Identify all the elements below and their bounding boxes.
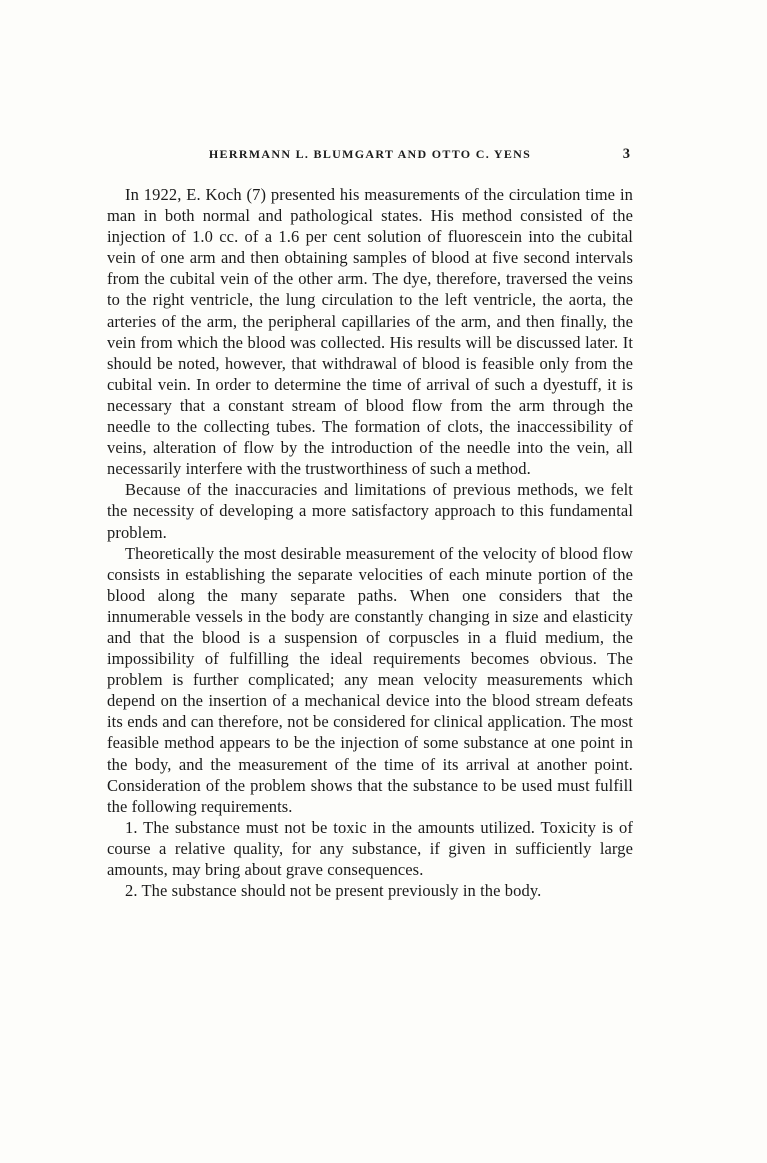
body-text	[107, 184, 633, 901]
running-title: HERRMANN L. BLUMGART AND OTTO C. YENS	[208, 147, 532, 161]
page-header	[108, 147, 632, 165]
page-number: 3	[622, 146, 630, 162]
paragraph-intro-koch: In 1922, E. Koch (7) presented his measurements of the circulation time in man in both normal and pathological states. His method consisted of the injection of 1.0 cc. of a 1.6 per cent solution of fluorescein into the cubital vein of one arm and then obtaining samples of blood at five second intervals from the cubital vein of the other arm. The dye, therefore, traversed the veins to the right ventricle, the lung circulation to the left ventricle, the aorta, the arteries of the arm, the peripheral capillaries of the arm, and then finally, the vein from which the blood was collected. His results will be discussed later. It should be noted, however, that withdrawal of blood is feasible only from the cubital vein. In order to determine the time of arrival of such a dyestuff, it is necessary that a constant stream of blood flow from the arm through the needle to the collecting tubes. The formation of clots, the inaccessibility of veins, alteration of flow by the introduction of the needle into the vein, all necessarily interfere with the trustworthiness of such a method.	[107, 185, 633, 479]
paragraph-inaccuracies: Because of the inaccuracies and limitations of previous methods, we felt the necessity of developing a more satisfactory approach to this fundamental problem.	[107, 480, 633, 542]
paragraph-requirement-2: 2. The substance should not be present previously in the body.	[125, 881, 542, 901]
paragraph-theoretical: Theoretically the most desirable measurement of the velocity of blood flow consists in establishing the separate velocities of each minute portion of the blood along the many separate paths. When one considers that the innumerable vessels in the body are constantly changing in size and elasticity and that the blood is a suspension of corpuscles in a fluid medium, the impossibility of fulfilling the ideal requirements becomes obvious. The problem is further complicated; any mean velocity measurements which depend on the insertion of a mechanical device into the blood stream defeats its ends and can therefore, not be considered for clinical application. The most feasible method appears to be the injection of some substance at one point in the body, and the measurement of the time of its arrival at another point. Consideration of the problem shows that the substance to be used must fulfill the following requirements.	[107, 543, 633, 816]
paragraph-requirement-1: 1. The substance must not be toxic in the amounts utilized. Toxicity is of course a relative quality, for any substance, if given in sufficiently large amounts, may bring about grave consequences.	[107, 817, 633, 879]
